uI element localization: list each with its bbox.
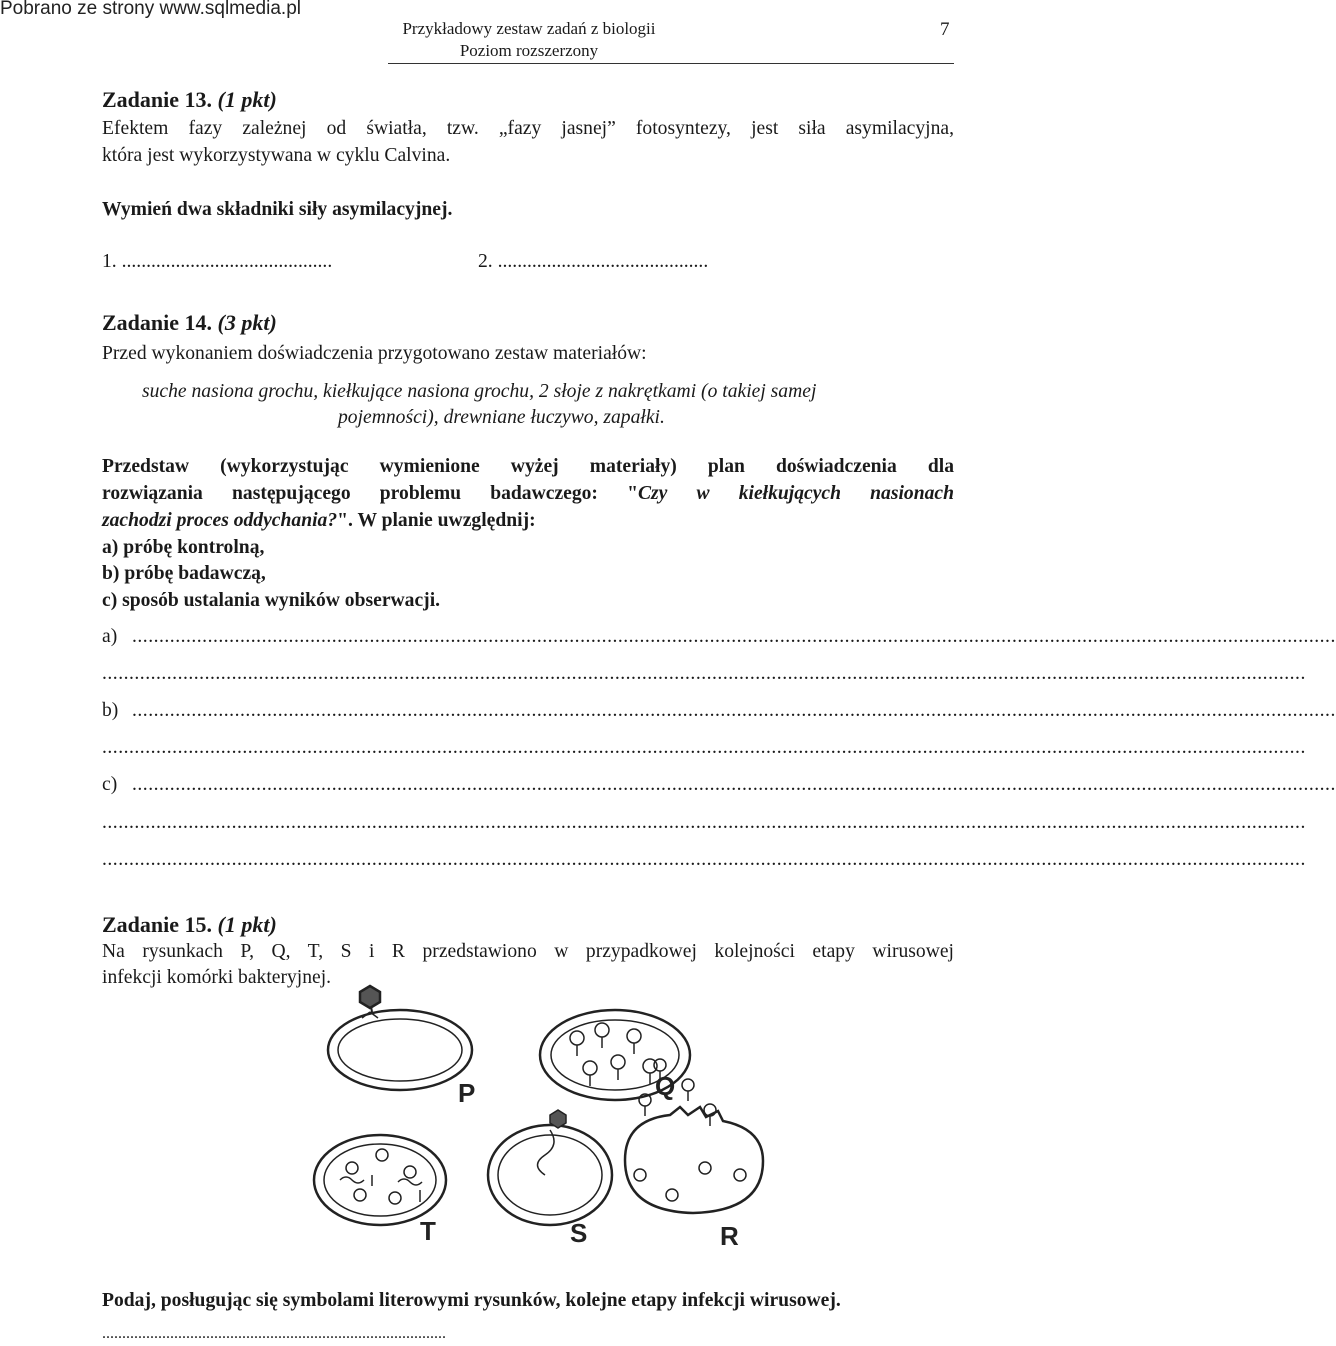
task14-item-a: a) próbę kontrolną, (102, 537, 265, 558)
header-title: Przykładowy zestaw zadań z biologii (402, 19, 656, 38)
task14-intro: Przed wykonaniem doświadczenia przygotowano zestaw materiałów: (102, 343, 647, 364)
task14-instruction-line1: Przedstaw (wykorzystując wymienione wyżej materiały) plan doświadczenia dla (102, 456, 954, 477)
figure-label-q: Q (655, 1071, 676, 1101)
answer-b-label: b) (102, 700, 119, 721)
figure-label-p: P (458, 1078, 476, 1108)
task15-text-line2: infekcji komórki bakteryjnej. (102, 967, 332, 988)
task14-materials-line2: pojemności), drewniane łuczywo, zapałki. (338, 407, 665, 428)
answer-c-line2[interactable]: ............................................................................................................................................................................................................................... (102, 812, 1306, 833)
figure-label-t: T (420, 1216, 436, 1246)
task13-answer2[interactable]: 2. ........................................... (478, 251, 709, 272)
task15-question: Podaj, posługując się symbolami literowymi rysunków, kolejne etapy infekcji wirusowej. (102, 1290, 841, 1311)
answer-b-line1[interactable]: ............................................................................................................................................................................................................................... (132, 700, 1336, 721)
figure-p-cell (328, 986, 472, 1090)
task14-item-c: c) sposób ustalania wyników obserwacji. (102, 590, 441, 611)
header-rule (388, 63, 954, 64)
task14-instruction-line2: rozwiązania następującego problemu badawczego: "Czy w kiełkujących nasionach (102, 483, 954, 504)
answer-a-line2[interactable]: ............................................................................................................................................................................................................................... (102, 663, 1306, 684)
watermark-text: Pobrano ze strony www.sqlmedia.pl (0, 0, 301, 19)
task14-materials-line1: suche nasiona grochu, kiełkujące nasiona grochu, 2 słoje z nakrętkami (o takiej samej (142, 381, 817, 402)
answer-c-line1[interactable]: ............................................................................................................................................................................................................................... (132, 774, 1336, 795)
page-number: 7 (940, 19, 950, 40)
figure-r-cell (625, 1059, 763, 1213)
virus-infection-figure (300, 990, 760, 1255)
answer-a-label: a) (102, 626, 118, 647)
task15-heading: Zadanie 15. (1 pkt) (102, 912, 277, 937)
task14-instruction-line3: zachodzi proces oddychania?". W planie uwzględnij: (102, 510, 536, 531)
answer-c-line3[interactable]: ............................................................................................................................................................................................................................... (102, 849, 1306, 870)
header-subtitle: Poziom rozszerzony (459, 41, 599, 60)
task15-text-line1: Na rysunkach P, Q, T, S i R przedstawiono w przypadkowej kolejności etapy wirusowej (102, 941, 954, 962)
task13-instruction: Wymień dwa składniki siły asymilacyjnej. (102, 199, 453, 220)
figure-label-s: S (570, 1218, 588, 1248)
answer-c-label: c) (102, 774, 118, 795)
figure-label-r: R (720, 1221, 739, 1251)
answer-a-line1[interactable]: ............................................................................................................................................................................................................................... (132, 626, 1336, 647)
task13-answer1[interactable]: 1. ........................................... (102, 251, 333, 272)
figure-t-cell (314, 1135, 446, 1225)
task13-heading: Zadanie 13. (1 pkt) (102, 87, 277, 112)
task14-heading: Zadanie 14. (3 pkt) (102, 310, 277, 335)
task14-item-b: b) próbę badawczą, (102, 563, 266, 584)
answer-b-line2[interactable]: ............................................................................................................................................................................................................................... (102, 737, 1306, 758)
task13-text-line1: Efektem fazy zależnej od światła, tzw. „fazy jasnej” fotosyntezy, jest siła asymilacyjna, (102, 118, 954, 139)
task13-text-line2: która jest wykorzystywana w cyklu Calvina. (102, 145, 451, 166)
task15-answer[interactable]: ...................................................................................... (102, 1325, 446, 1342)
figure-s-cell (488, 1110, 612, 1225)
